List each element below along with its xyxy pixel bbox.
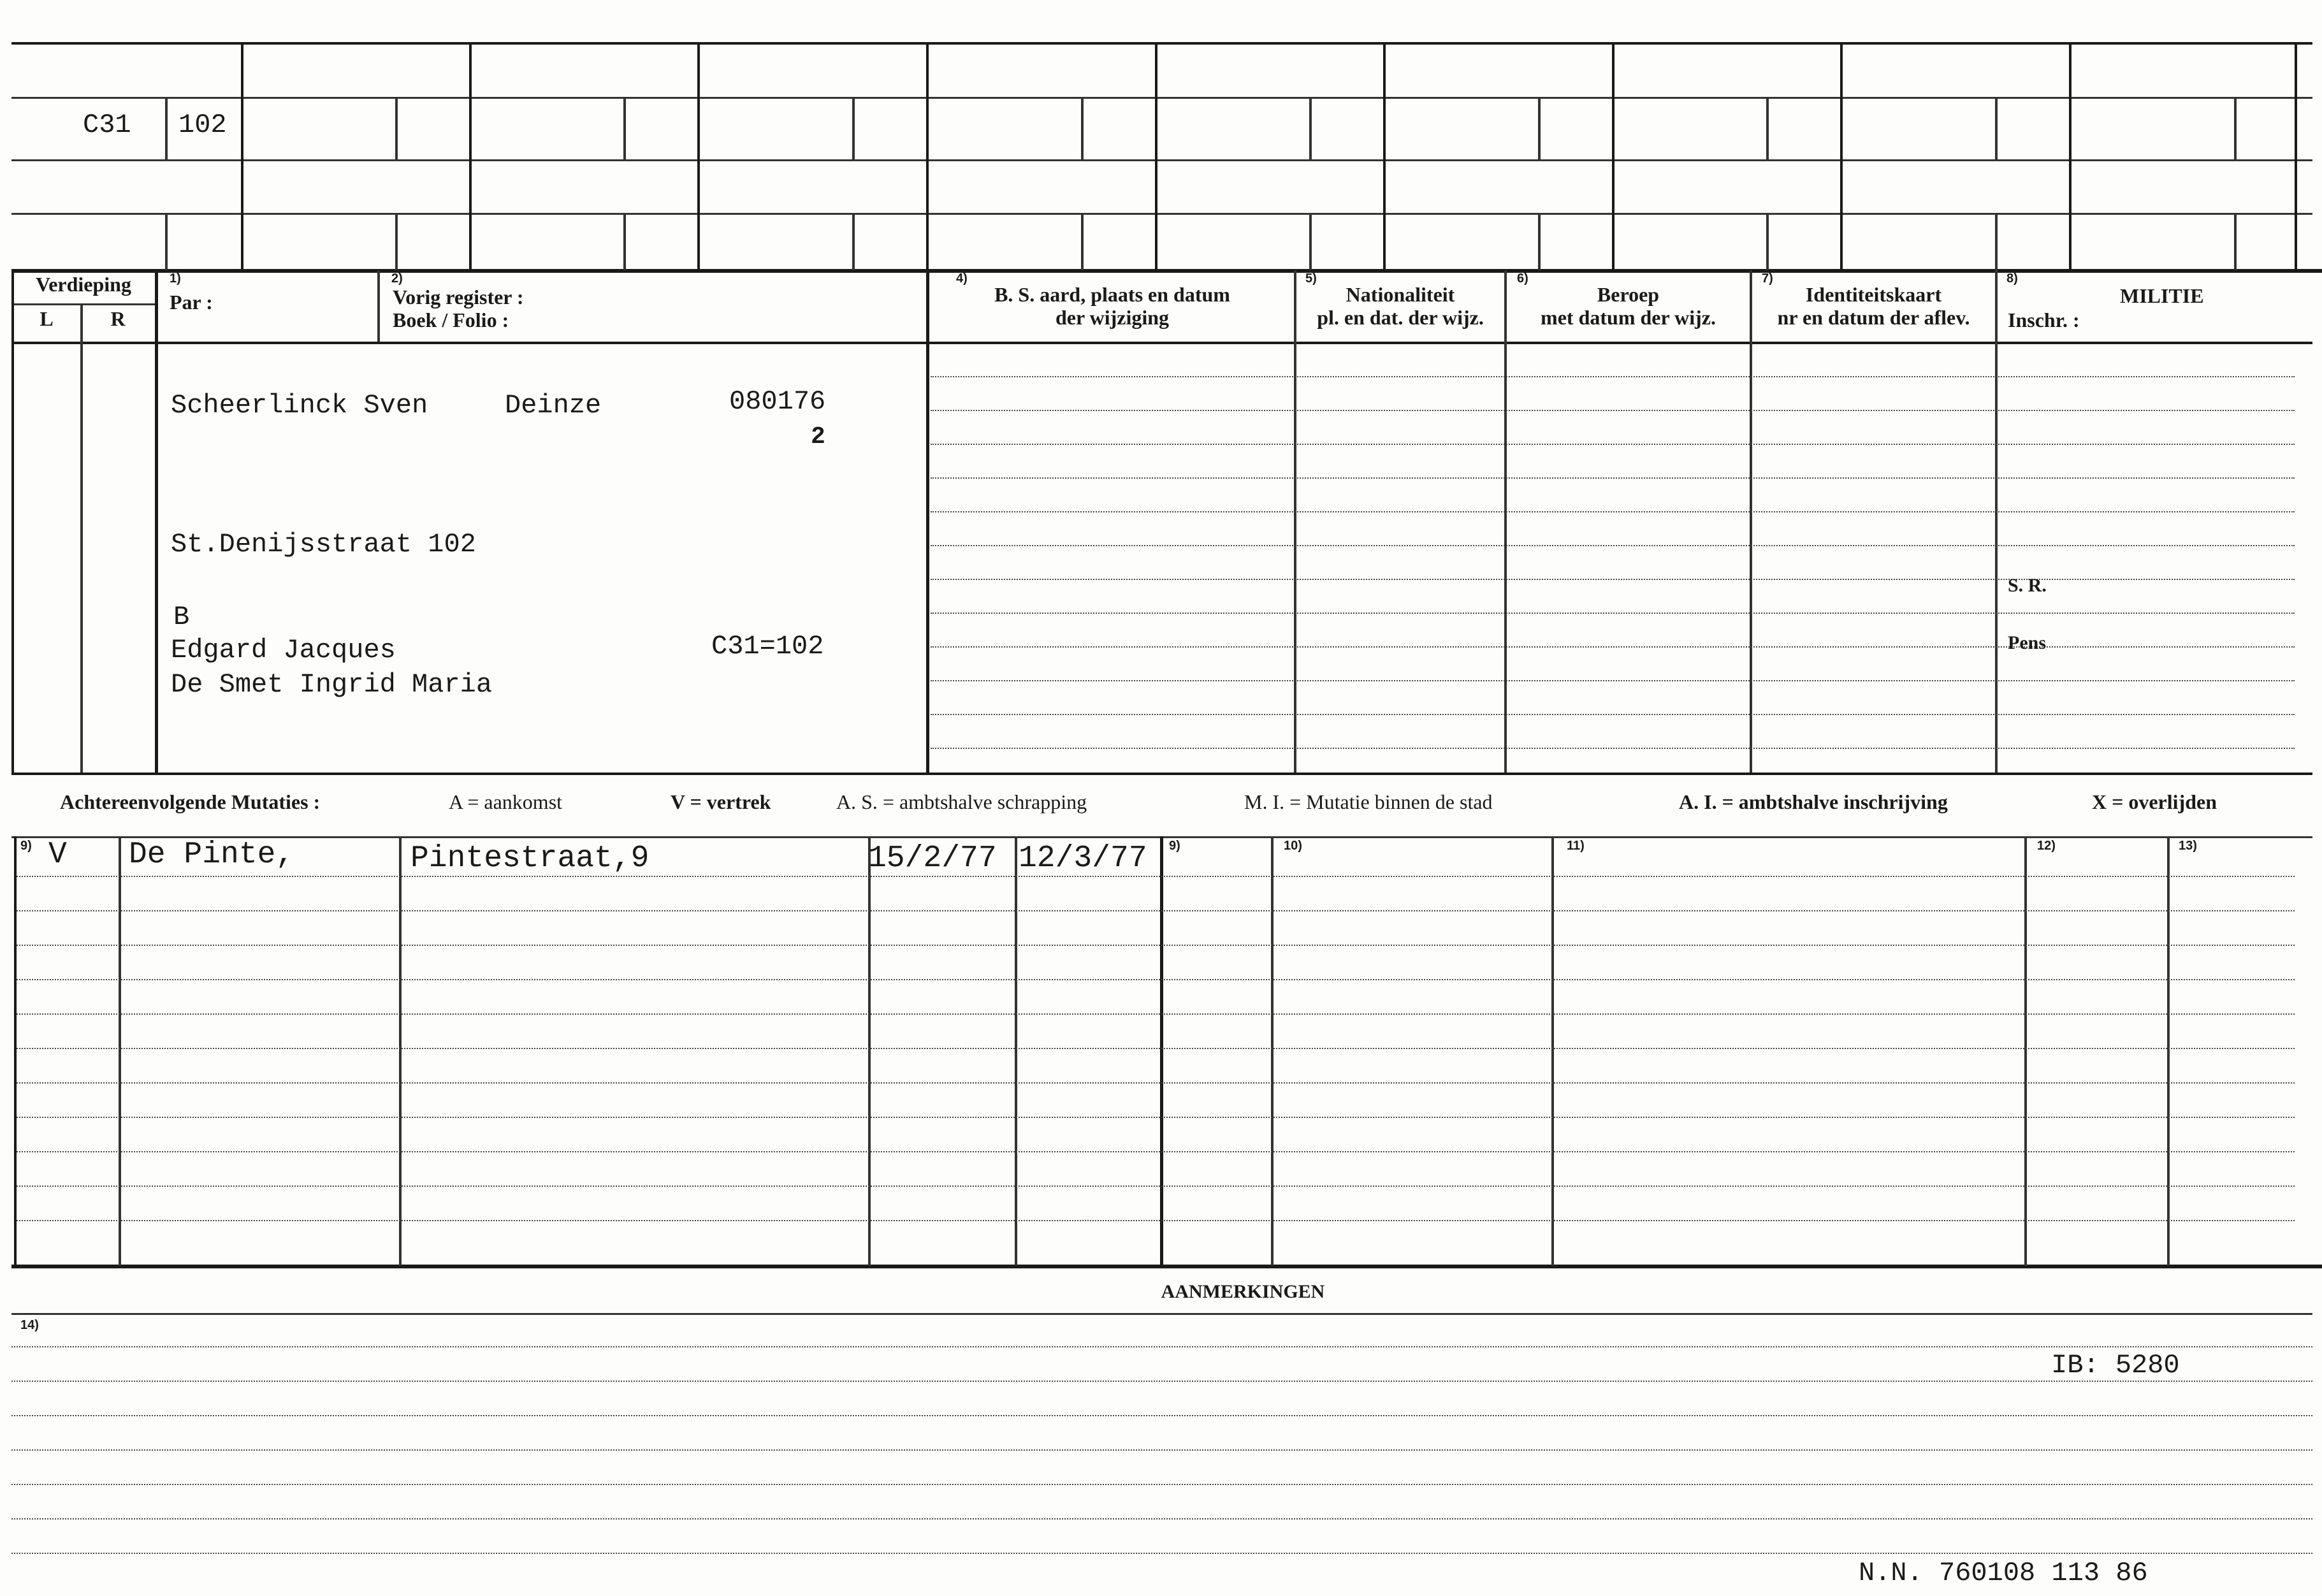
grid-subcol-line	[1538, 97, 1541, 159]
col7-number: 7)	[1762, 272, 1773, 286]
rule-line	[931, 511, 2295, 512]
header-bottom-line	[11, 342, 2312, 344]
col6-line2: met datum der wijz.	[1541, 306, 1716, 329]
col1-number: 1)	[170, 272, 181, 286]
frame-left-line	[11, 270, 14, 774]
rule-line	[17, 1082, 2295, 1084]
person-father: Edgard Jacques	[171, 635, 396, 665]
rule-line	[11, 1518, 2312, 1520]
top-grid-line	[11, 97, 2312, 99]
person-sex-code: 2	[811, 423, 825, 451]
grid-col-line	[1840, 42, 1843, 272]
col-line-4	[926, 270, 929, 774]
col2-number: 2)	[391, 272, 403, 286]
mut-header-13: 13)	[2179, 839, 2197, 853]
col4-number: 4)	[956, 272, 968, 286]
rule-line	[17, 979, 2295, 980]
rule-line	[931, 444, 2295, 445]
grid-subcol-line	[852, 97, 855, 159]
grid-subcol-line	[2234, 213, 2237, 270]
legend-ambtshalve-inschrijving: A. I. = ambtshalve inschrijving	[1679, 790, 1948, 813]
grid-subcol-line	[1081, 97, 1084, 159]
col4-line2: der wijziging	[1055, 306, 1170, 329]
person-birthplace: Deinze	[505, 390, 602, 421]
legend-title: Achtereenvolgende Mutaties :	[60, 790, 321, 813]
militie-sr-label: S. R.	[2008, 575, 2047, 596]
col8-number: 8)	[2006, 272, 2018, 286]
grid-subcol-line	[1995, 97, 1998, 159]
top-grid-line	[11, 213, 2312, 215]
grid-subcol-line	[1309, 213, 1312, 270]
grid-col-line	[1155, 42, 1157, 272]
person-street: St.Denijsstraat 102	[171, 529, 476, 560]
remarks-title: AANMERKINGEN	[1161, 1281, 1325, 1302]
grid-col-line	[1612, 42, 1615, 272]
grid-col-line	[241, 42, 243, 272]
verdieping-left-label: L	[40, 307, 54, 330]
person-reference: C31=102	[711, 631, 824, 662]
col5-line2: pl. en dat. der wijz.	[1317, 306, 1484, 329]
top-grid-line	[11, 42, 2312, 45]
mut-col-line	[1271, 836, 1273, 1266]
mutation-date-2: 12/3/77	[1019, 841, 1147, 876]
verdieping-right-label: R	[110, 307, 126, 330]
top-grid-line	[11, 159, 2312, 161]
col7-line1: Identiteitskaart	[1805, 283, 1942, 306]
grid-col-line	[2069, 42, 2072, 272]
remarks-title-line	[11, 1313, 2312, 1315]
rule-line	[11, 1553, 2312, 1554]
grid-subcol-line	[623, 97, 626, 159]
rule-line	[17, 1117, 2295, 1118]
mutation-address: Pintestraat,9	[410, 841, 649, 876]
rule-line	[931, 410, 2295, 411]
rule-line	[931, 376, 2295, 377]
grid-col-line	[1383, 42, 1386, 272]
grid-subcol-line	[623, 213, 626, 270]
grid-subcol-line	[1766, 97, 1769, 159]
rule-line	[931, 748, 2295, 749]
mutation-type: V	[48, 838, 67, 872]
col-line-8	[1995, 270, 1998, 774]
header-code: C31	[83, 110, 131, 140]
col5-line1: Nationaliteit	[1346, 283, 1455, 306]
rule-line	[17, 945, 2295, 946]
grid-subcol-line	[852, 213, 855, 270]
rule-line	[931, 477, 2295, 479]
header-number: 102	[178, 110, 227, 140]
mut-col-line	[1015, 836, 1017, 1266]
mutations-bottom-line	[11, 1265, 2322, 1268]
mutation-place: De Pinte,	[129, 838, 294, 872]
grid-subcol-line	[1081, 213, 1084, 270]
mut-col-line	[1551, 836, 1554, 1266]
grid-col-line	[926, 42, 929, 272]
legend-aankomst: A = aankomst	[449, 790, 563, 813]
grid-subcol-line	[165, 97, 168, 159]
mut-header-10: 10)	[1284, 839, 1302, 853]
grid-subcol-line	[395, 97, 398, 159]
rule-line	[931, 646, 2295, 648]
rule-line	[17, 876, 2295, 877]
col-line-7	[1750, 270, 1752, 774]
remarks-nn: N.N. 760108 113 86	[1859, 1558, 2148, 1588]
grid-subcol-line	[1995, 213, 1998, 270]
rule-line	[931, 613, 2295, 614]
legend-mutatie-binnen-stad: M. I. = Mutatie binnen de stad	[1244, 790, 1493, 813]
grid-subcol-line	[165, 213, 168, 270]
rule-line	[11, 1415, 2312, 1416]
rule-line	[11, 1346, 2312, 1347]
rule-line	[17, 1186, 2295, 1187]
rule-line	[17, 910, 2295, 911]
col7-line2: nr en datum der aflev.	[1777, 306, 1970, 329]
top-grid-bottom-line	[11, 269, 2322, 273]
mut-col-line	[2167, 836, 2170, 1266]
mut-col-line	[119, 836, 121, 1266]
legend-vertrek: V = vertrek	[671, 790, 771, 813]
col1-label: Par :	[170, 291, 213, 314]
mut-col-line	[399, 836, 402, 1266]
rule-line	[17, 1013, 2295, 1015]
grid-subcol-line	[1766, 213, 1769, 270]
rule-line	[11, 1449, 2312, 1451]
col8-title: MILITIE	[2120, 284, 2204, 307]
person-status: B	[173, 602, 190, 632]
legend-ambtshalve-schrapping: A. S. = ambtshalve schrapping	[836, 790, 1087, 813]
verdieping-label: Verdieping	[36, 273, 131, 296]
col-line-5	[1294, 270, 1296, 774]
col-line-2	[377, 270, 380, 342]
militie-pens-label: Pens	[2008, 632, 2046, 653]
col6-line1: Beroep	[1597, 283, 1660, 306]
rule-line	[11, 1484, 2312, 1485]
grid-subcol-line	[2234, 97, 2237, 159]
grid-subcol-line	[1538, 213, 1541, 270]
person-mother: De Smet Ingrid Maria	[171, 669, 493, 700]
col6-number: 6)	[1517, 272, 1528, 286]
mut-header-9: 9)	[20, 839, 32, 853]
rule-line	[931, 579, 2295, 580]
mut-col-line	[14, 836, 17, 1266]
legend-top-line	[11, 773, 2312, 775]
col-line-6	[1504, 270, 1507, 774]
person-name: Scheerlinck Sven	[171, 390, 428, 421]
remarks-number: 14)	[20, 1318, 39, 1332]
remarks-ib: IB: 5280	[2051, 1350, 2180, 1381]
verdieping-divider	[11, 303, 155, 305]
mut-header-12: 12)	[2037, 839, 2056, 853]
mutation-date-1: 15/2/77	[868, 841, 997, 876]
rule-line	[11, 1381, 2312, 1382]
rule-line	[931, 545, 2295, 546]
verdieping-split-line	[80, 303, 83, 773]
rule-line	[931, 714, 2295, 715]
rule-line	[17, 1151, 2295, 1152]
grid-subcol-line	[395, 213, 398, 270]
col4-line1: B. S. aard, plaats en datum	[994, 283, 1230, 306]
legend-overlijden: X = overlijden	[2092, 790, 2217, 813]
col2-line1: Vorig register :	[393, 286, 524, 308]
mut-col-line	[2024, 836, 2027, 1266]
grid-col-line	[2295, 42, 2297, 272]
col8-inschr: Inschr. :	[2008, 308, 2080, 331]
person-birthdate: 080176	[729, 386, 826, 417]
rule-line	[17, 1048, 2295, 1049]
col5-number: 5)	[1305, 272, 1317, 286]
col2-line2: Boek / Folio :	[393, 308, 509, 331]
col-line-1	[155, 270, 158, 774]
grid-col-line	[469, 42, 472, 272]
mut-col-line	[868, 836, 871, 1266]
grid-subcol-line	[1309, 97, 1312, 159]
mut-header-11: 11)	[1567, 839, 1585, 853]
rule-line	[17, 1220, 2295, 1221]
grid-col-line	[697, 42, 700, 272]
mut-header-9b: 9)	[1169, 839, 1180, 853]
rule-line	[931, 680, 2295, 681]
mut-col-line	[1160, 836, 1163, 1266]
